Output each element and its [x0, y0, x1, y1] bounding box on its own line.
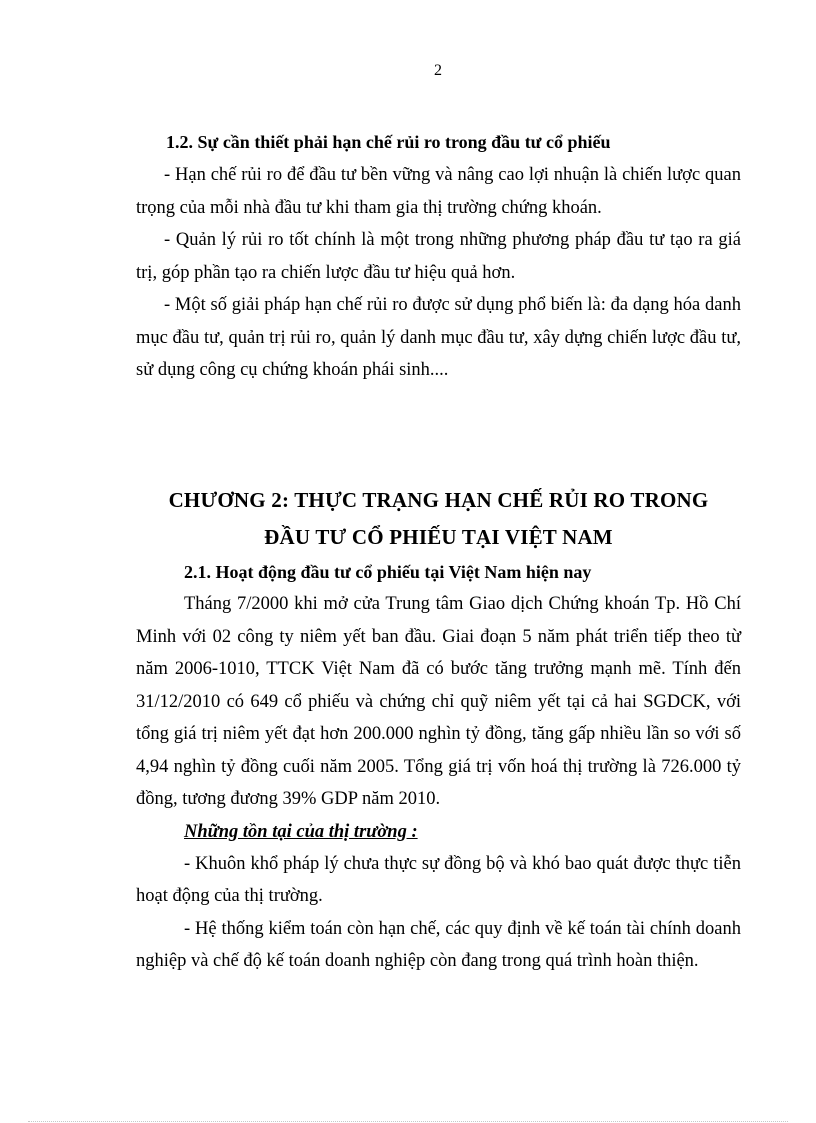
- subheading-market-issues: Những tồn tại của thị trường :: [184, 821, 418, 842]
- section-1-2: [136, 126, 741, 387]
- paragraph: Tháng 7/2000 khi mở cửa Trung tâm Giao dịch Chứng khoán Tp. Hồ Chí Minh với 02 công ty niêm yết ban đầu. Giai đoạn 5 năm phát triển tiếp theo từ năm 2006-1010, TTCK Việt Nam đã có bước tăng trưởng mạnh mẽ. Tính đến 31/12/2010 có 649 cổ phiếu và chứng chỉ quỹ niêm yết tại cả hai SGDCK, với tổng giá trị niêm yết đạt hơn 200.000 nghìn tỷ đồng, tăng gấp nhiều lần so với số 4,94 nghìn tỷ đồng cuối năm 2005. Tổng giá trị vốn hoá thị trường là 726.000 tỷ đồng, tương đương 39% GDP năm 2010.: [136, 594, 741, 809]
- chapter-title-line-2: ĐẦU TƯ CỔ PHIẾU TẠI VIỆT NAM: [264, 525, 613, 549]
- section-1-2-heading: 1.2. Sự cần thiết phải hạn chế rủi ro trong đầu tư cổ phiếu: [166, 132, 611, 152]
- chapter-2-title: [136, 482, 741, 556]
- paragraph: - Quản lý rủi ro tốt chính là một trong những phương pháp đầu tư tạo ra giá trị, góp phần tạo ra chiến lược đầu tư hiệu quả hơn.: [136, 230, 741, 283]
- section-2-1-heading: 2.1. Hoạt động đầu tư cổ phiếu tại Việt Nam hiện nay: [184, 562, 592, 582]
- paragraph: - Hệ thống kiểm toán còn hạn chế, các quy định về kế toán tài chính doanh nghiệp và chế độ kế toán doanh nghiệp còn đang trong quá trình hoàn thiện.: [136, 918, 741, 971]
- paragraph: - Hạn chế rủi ro để đầu tư bền vững và nâng cao lợi nhuận là chiến lược quan trọng của mỗi nhà đầu tư khi tham gia thị trường chứng khoán.: [136, 165, 741, 218]
- page-bottom-rule: [28, 1121, 788, 1122]
- chapter-title-line-1: CHƯƠNG 2: THỰC TRẠNG HẠN CHẾ RỦI RO TRONG: [168, 488, 709, 512]
- section-2-1: [136, 556, 741, 978]
- paragraph: - Khuôn khổ pháp lý chưa thực sự đồng bộ và khó bao quát được thực tiễn hoạt động của thị trường.: [136, 853, 741, 906]
- page-number: 2: [434, 62, 442, 79]
- paragraph: - Một số giải pháp hạn chế rủi ro được sử dụng phổ biến là: đa dạng hóa danh mục đầu tư, quản trị rủi ro, quản lý danh mục đầu tư, xây dựng chiến lược đầu tư, sử dụng công cụ chứng khoán phái sinh....: [136, 295, 741, 380]
